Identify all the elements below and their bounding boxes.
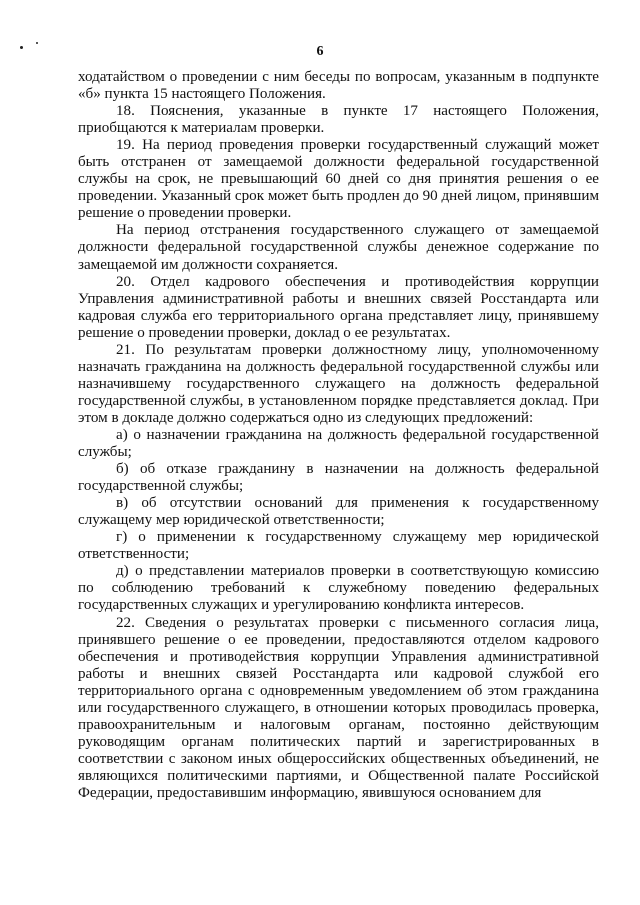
paragraph-19: 19. На период проведения проверки государственный служащий может быть отстранен от замещаемой должности федеральной государственной службы на срок, не превышающий 60 дней со дня принятия решения о ее проведении. Указанный срок может быть продлен до 90 дней лицом, принявшим решение о проведении проверки. (78, 137, 599, 222)
list-item-g: г) о применении к государственному служащему мер юридической ответственности; (78, 529, 599, 563)
paragraph-20: 20. Отдел кадрового обеспечения и противодействия коррупции Управления административной работы и внешних связей Росстандарта или кадровая служба его территориального органа представляет лицу, принявшему решение о проведении проверки, доклад о ее результатах. (78, 273, 599, 341)
page-number: 6 (316, 44, 324, 59)
paragraph-22: 22. Сведения о результатах проверки с письменного согласия лица, принявшего решение о ее проведении, предоставляются отделом кадрового обеспечения и противодействия коррупции Управления административной работы и внешних связей Росстандарта или кадровой службой его территориального органа с одновременным уведомлением об этом гражданина или государственного служащего, в отношении которых проводилась проверка, правоохранительным и налоговым органам, постоянно действующим руководящим органам политических партий и зарегистрированных в соответствии с законом иных общероссийских общественных объединений, не являющихся политическими партиями, и Общественной палате Российской Федерации, предоставившим информацию, явившуюся основанием для (78, 614, 599, 801)
paragraph-18: 18. Пояснения, указанные в пункте 17 настоящего Положения, приобщаются к материалам проверки. (78, 103, 599, 137)
paragraph-21: 21. По результатам проверки должностному лицу, уполномоченному назначать гражданина на должность федеральной государственной службы или назначившему государственного служащего на должность федеральной государственной службы, в установленном порядке представляется доклад. При этом в докладе должно содержаться одно из следующих предложений: (78, 341, 599, 426)
document-body (78, 69, 599, 802)
list-item-d: д) о представлении материалов проверки в соответствующую комиссию по соблюдению требований к служебному поведению федеральных государственных служащих и урегулированию конфликта интересов. (78, 563, 599, 614)
list-item-a: а) о назначении гражданина на должность федеральной государственной службы; (78, 426, 599, 461)
paragraph-continuation: ходатайством о проведении с ним беседы по вопросам, указанным в подпункте «б» пункта 15 настоящего Положения. (78, 69, 599, 103)
list-item-b: б) об отказе гражданину в назначении на должность федеральной государственной службы; (78, 461, 599, 495)
paragraph-19-suspension-pay: На период отстранения государственного служащего от замещаемой должности федеральной государственной службы денежное содержание по замещаемой им должности сохраняется. (78, 222, 599, 273)
list-item-v: в) об отсутствии оснований для применения к государственному служащему мер юридической ответственности; (78, 495, 599, 529)
